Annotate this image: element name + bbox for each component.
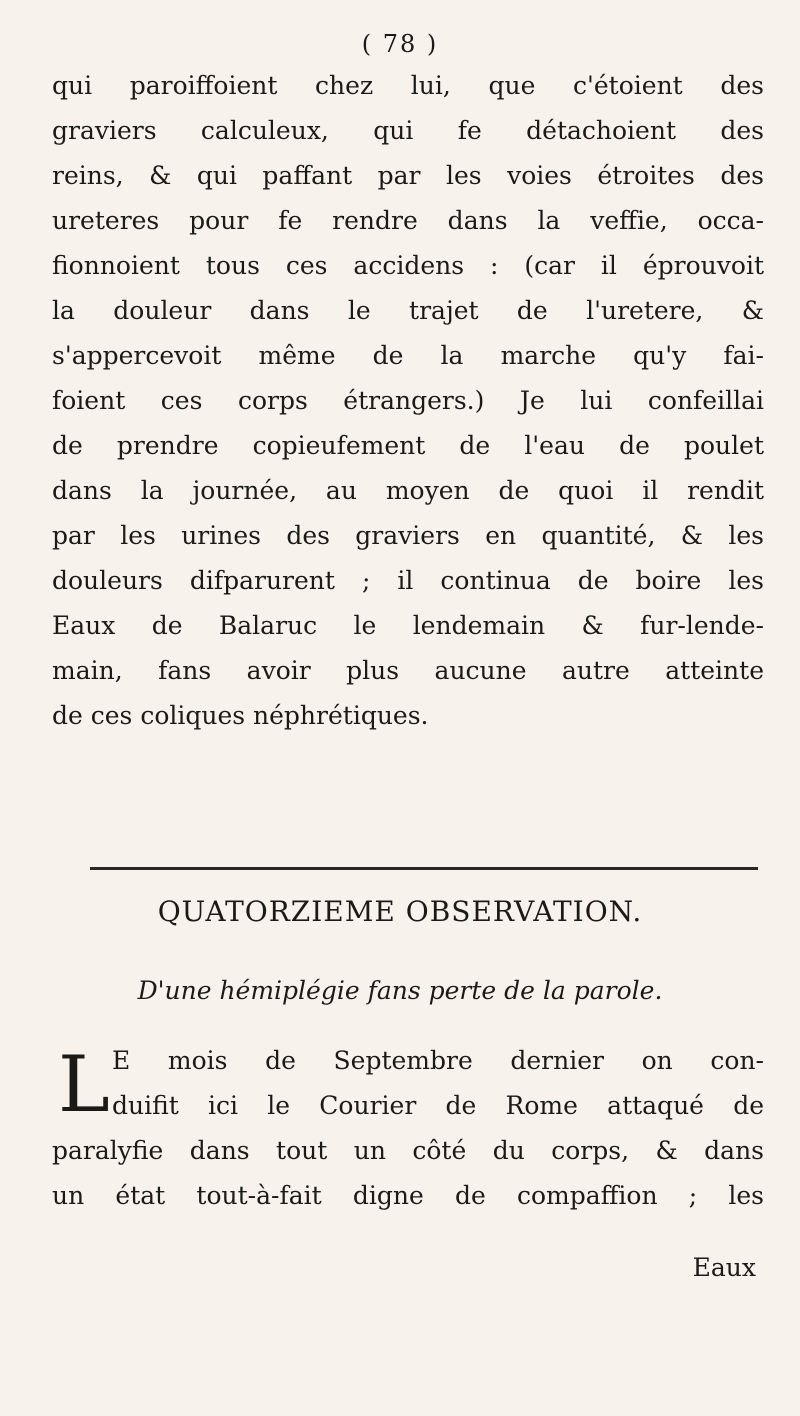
section-heading: QUATORZIEME OBSERVATION.	[157, 895, 643, 928]
section-subtitle: D'une hémiplégie fans perte de la parole.	[137, 976, 663, 1005]
text-line: fionnoient tous ces accidens : (car il éprouvoit	[52, 251, 764, 280]
text-line: paralyfie dans tout un côté du corps, & dans	[52, 1136, 764, 1165]
text-line: s'appercevoit même de la marche qu'y fai-	[52, 341, 764, 370]
text-line: par les urines des graviers en quantité, & les	[52, 521, 764, 550]
text-line: de ces coliques néphrétiques.	[52, 701, 429, 730]
page-number: ( 78 )	[361, 30, 439, 58]
text-line: reins, & qui paffant par les voies étroites des	[52, 161, 764, 190]
text-line: ureteres pour fe rendre dans la veffie, occa-	[52, 206, 764, 235]
text-line: qui paroiffoient chez lui, que c'étoient des	[52, 71, 764, 100]
text-line: un état tout-à-fait digne de compaffion ; les	[52, 1181, 764, 1210]
drop-cap: L	[58, 1040, 110, 1130]
text-line: Eaux de Balaruc le lendemain & fur-lende-	[52, 611, 764, 640]
text-line: main, fans avoir plus aucune autre atteinte	[52, 656, 764, 685]
text-line: graviers calculeux, qui fe détachoient des	[52, 116, 764, 145]
text-line: douleurs difparurent ; il continua de boire les	[52, 566, 764, 595]
text-line: la douleur dans le trajet de l'uretere, &	[52, 296, 764, 325]
section-divider	[90, 867, 758, 870]
text-line: dans la journée, au moyen de quoi il rendit	[52, 476, 764, 505]
catchword: Eaux	[692, 1253, 756, 1282]
text-line: de prendre copieufement de l'eau de poulet	[52, 431, 764, 460]
text-line: foient ces corps étrangers.) Je lui confeillai	[52, 386, 764, 415]
text-line: duifit ici le Courier de Rome attaqué de	[112, 1091, 764, 1120]
text-line: E mois de Septembre dernier on con-	[112, 1046, 764, 1075]
